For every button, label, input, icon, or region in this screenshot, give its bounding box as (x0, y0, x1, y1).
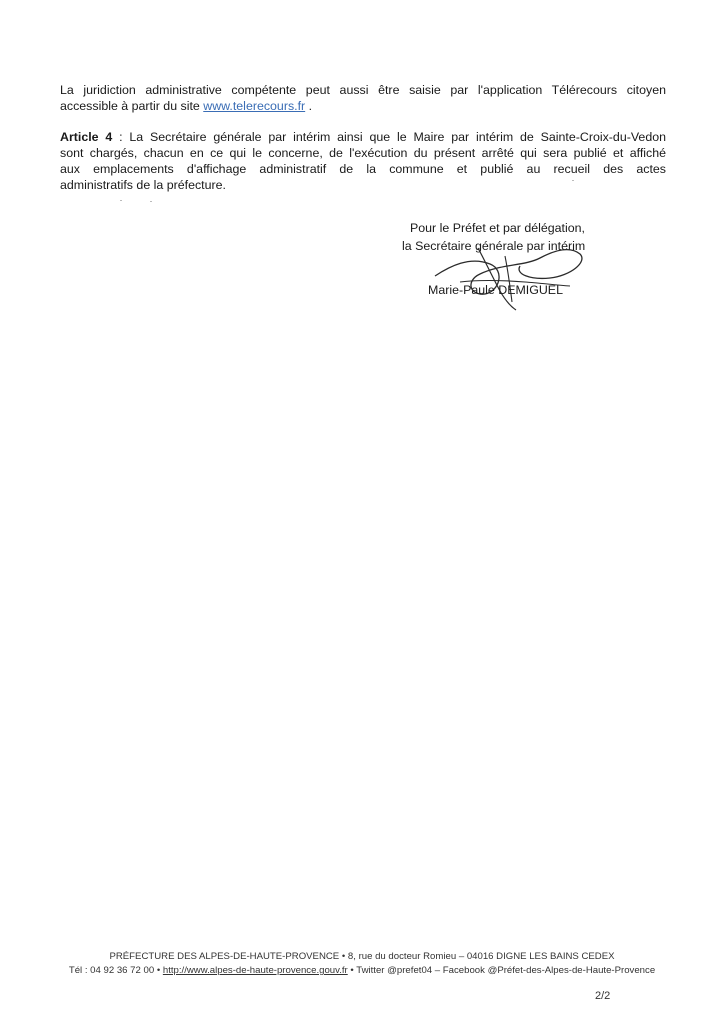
paragraph-line: administratifs de la préfecture. (60, 178, 226, 192)
footer-social: • Twitter @prefet04 – Facebook @Préfet-des-Alpes-de-Haute-Provence (347, 965, 656, 976)
scan-speck (572, 180, 574, 181)
paragraph-line (60, 98, 666, 114)
paragraph-line: sont chargés, chacun en ce qui le concerne, de l'exécution du présent arrêté qui sera publié et affiché (60, 146, 666, 160)
paragraph-line: La juridiction administrative compétente peut aussi être saisie par l'application Télérecours citoyen (60, 83, 666, 97)
signature-delegation-line: Pour le Préfet et par délégation, (410, 221, 585, 235)
footer-address: PRÉFECTURE DES ALPES-DE-HAUTE-PROVENCE • 8, rue du docteur Romieu – 04016 DIGNE LES BAINS CEDEX (109, 951, 615, 962)
article-4-label: Article 4 (60, 130, 113, 144)
paragraph-article-4 (60, 129, 666, 193)
scan-speck (150, 201, 152, 202)
text-segment: . (305, 99, 313, 113)
handwritten-signature (430, 236, 590, 314)
telerecours-link[interactable]: www.telerecours.fr (203, 99, 306, 113)
signature-title-line: la Secrétaire générale par intérim (402, 239, 586, 253)
page-number: 2/2 (595, 990, 611, 1002)
text-segment: accessible à partir du site (60, 99, 204, 113)
scan-speck (120, 200, 122, 201)
signatory-name: Marie-Paule DEMIGUEL (428, 283, 563, 297)
footer-phone: Tél : 04 92 36 72 00 • (68, 965, 163, 976)
paragraph-line: aux emplacements d'affichage administratif de la commune et publié au recueil des actes (60, 162, 666, 176)
footer-contact (0, 965, 724, 976)
paragraph-telerecours (60, 82, 666, 114)
paragraph-line (60, 129, 666, 145)
footer-website-link[interactable]: http://www.alpes-de-haute-provence.gouv.fr (162, 965, 348, 976)
text-segment: : La Secrétaire générale par intérim ainsi que le Maire par intérim de Sainte-Croix-du-Vedon (112, 130, 666, 144)
